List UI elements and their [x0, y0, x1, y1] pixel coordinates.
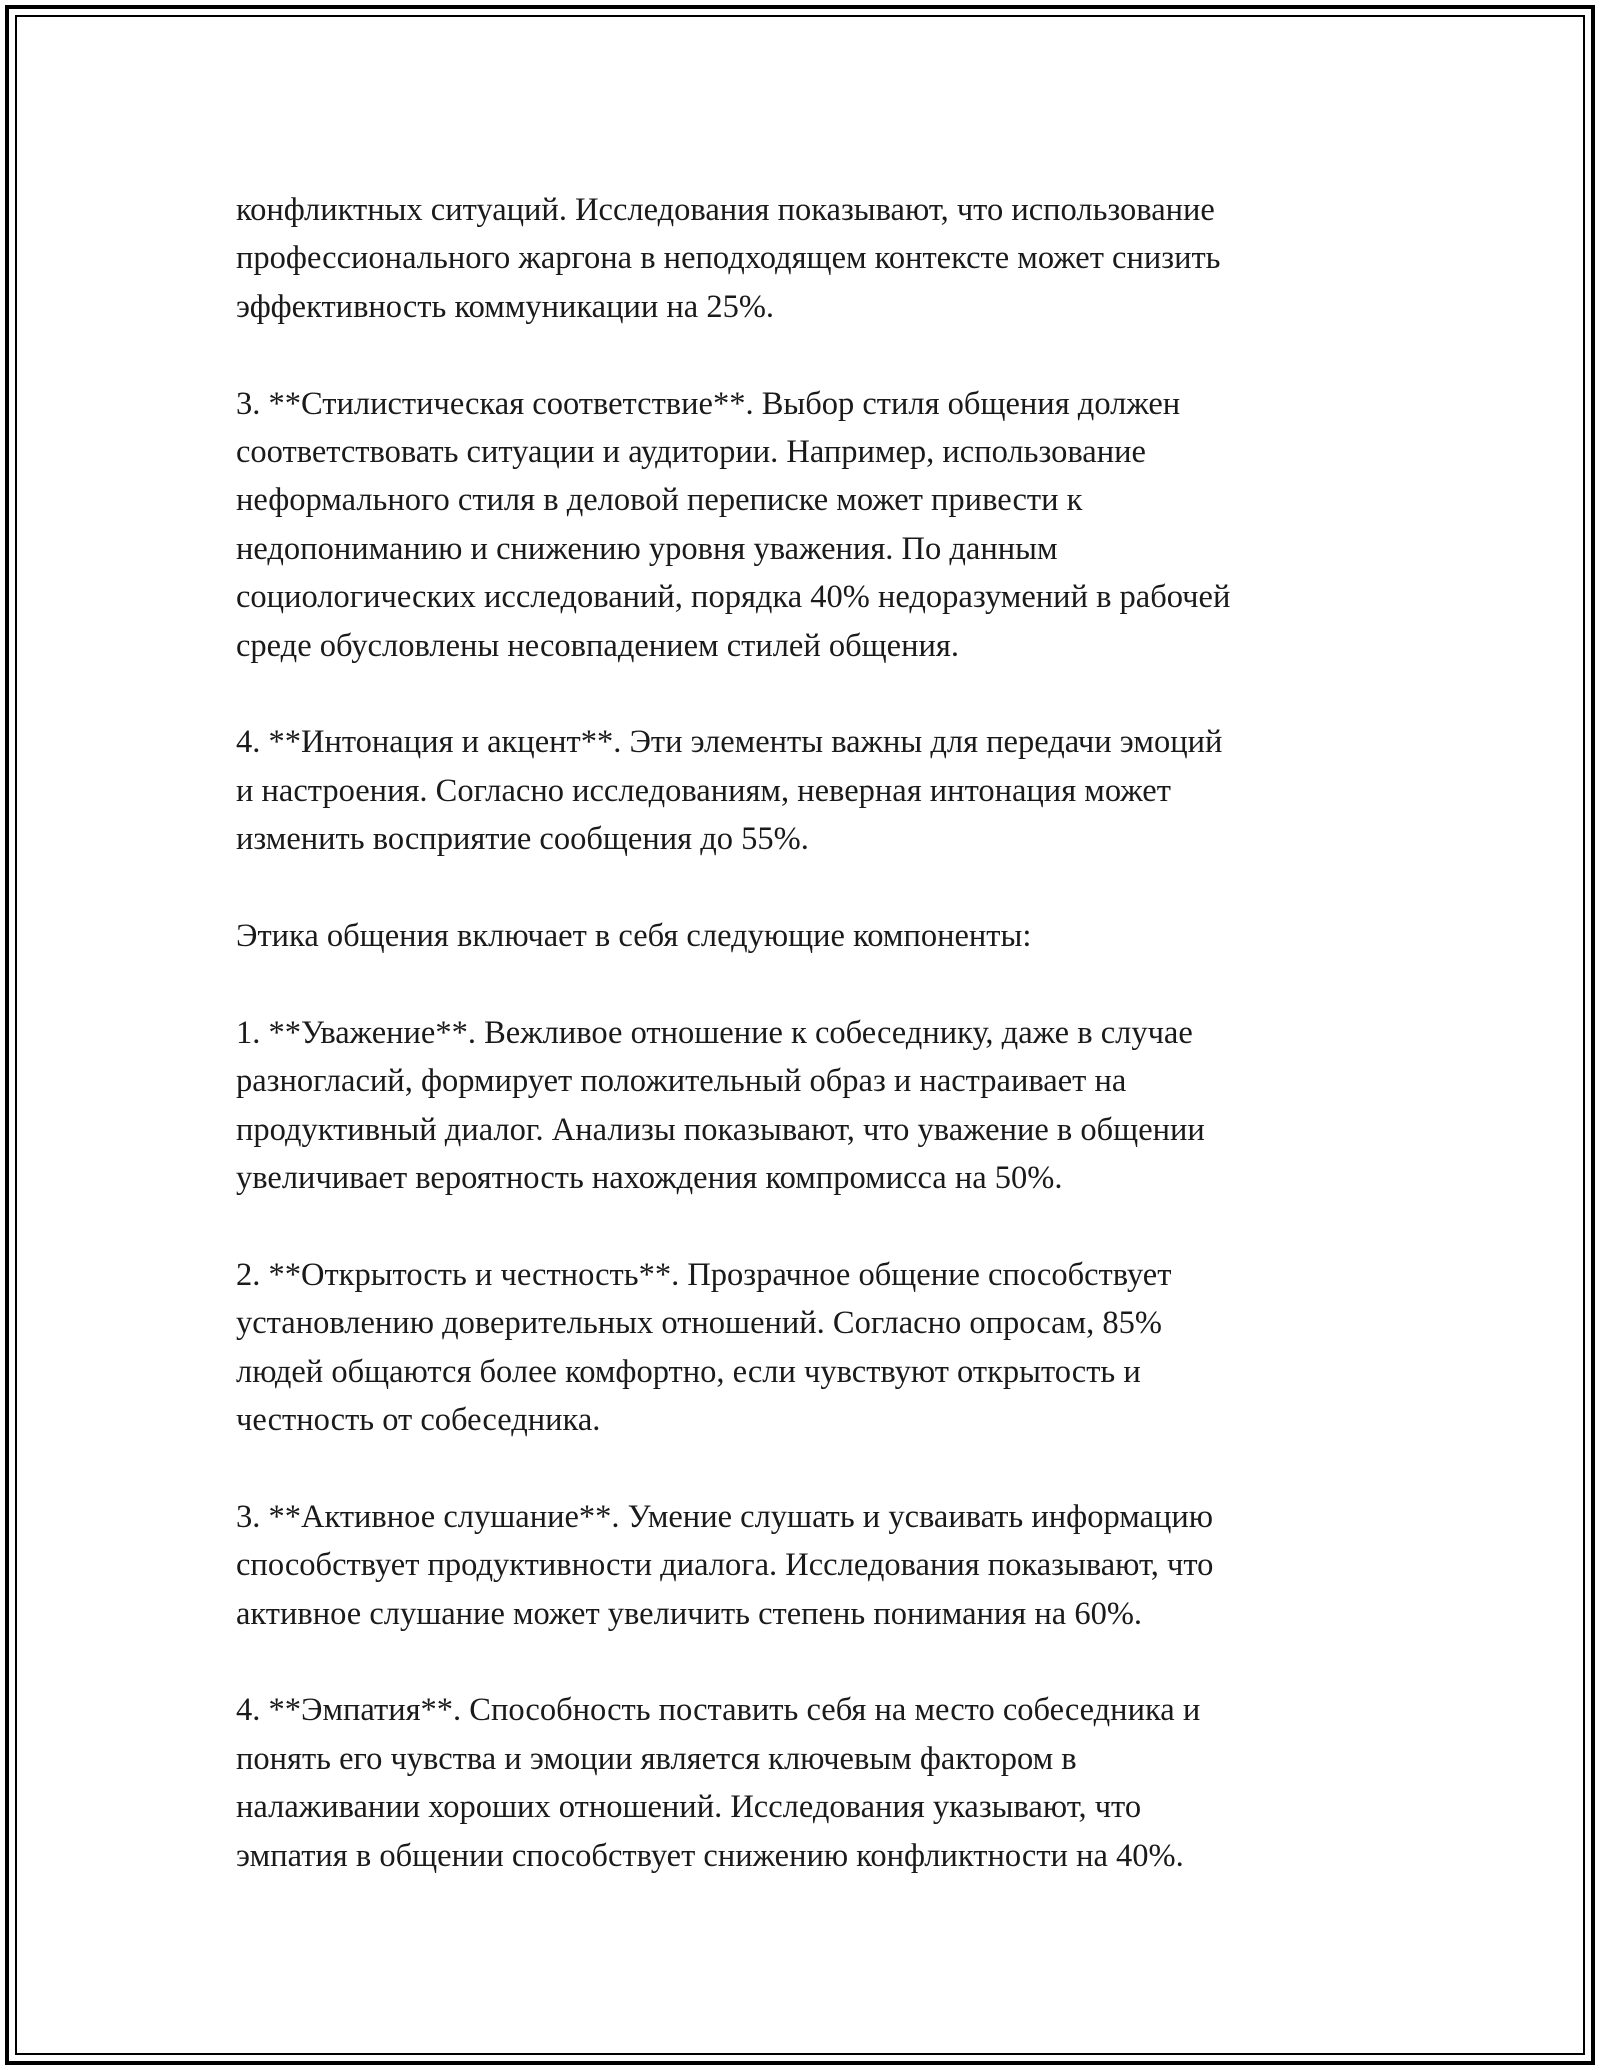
text-line: 4. **Интонация и акцент**. Эти элементы важны для передачи эмоций [236, 724, 1223, 761]
text-line: социологических исследований, порядка 40% недоразумений в рабочей [236, 579, 1231, 616]
text-line: эффективность коммуникации на 25%. [236, 288, 775, 325]
text-line: активное слушание может увеличить степень понимания на 60%. [236, 1595, 1143, 1632]
text-line: 1. **Уважение**. Вежливое отношение к собеседнику, даже в случае [236, 1014, 1193, 1051]
text-line: профессионального жаргона в неподходящем контексте может снизить [236, 240, 1221, 277]
document-paragraph [236, 1493, 1386, 1638]
text-line: честность от собеседника. [236, 1402, 601, 1439]
document-paragraph [236, 1251, 1386, 1445]
text-line: способствует продуктивности диалога. Исследования показывают, что [236, 1547, 1214, 1584]
text-line: изменить восприятие сообщения до 55%. [236, 821, 809, 858]
document-paragraph [236, 1009, 1386, 1203]
document-paragraph [236, 380, 1386, 670]
text-line: установлению доверительных отношений. Согласно опросам, 85% [236, 1305, 1162, 1342]
text-line: 4. **Эмпатия**. Способность поставить себя на место собеседника и [236, 1692, 1201, 1729]
text-line: налаживании хороших отношений. Исследования указывают, что [236, 1789, 1142, 1826]
text-line: соответствовать ситуации и аудитории. Например, использование [236, 434, 1146, 471]
text-line: разногласий, формирует положительный образ и настраивает на [236, 1063, 1127, 1100]
text-line: увеличивает вероятность нахождения компромисса на 50%. [236, 1160, 1063, 1197]
text-line: 2. **Открытость и честность**. Прозрачное общение способствует [236, 1256, 1172, 1293]
document-paragraph [236, 912, 1386, 960]
text-line: и настроения. Согласно исследованиям, неверная интонация может [236, 772, 1171, 809]
text-line: 3. **Активное слушание**. Умение слушать и усваивать информацию [236, 1498, 1214, 1535]
text-line: Этика общения включает в себя следующие компоненты: [236, 918, 1032, 955]
text-line: неформального стиля в деловой переписке может привести к [236, 482, 1083, 519]
document-paragraph [236, 1686, 1386, 1880]
text-line: понять его чувства и эмоции является ключевым фактором в [236, 1740, 1077, 1777]
document-paragraph [236, 186, 1386, 331]
text-line: недопониманию и снижению уровня уважения. По данным [236, 530, 1058, 567]
text-line: эмпатия в общении способствует снижению конфликтности на 40%. [236, 1837, 1184, 1874]
document-body [236, 186, 1386, 1880]
text-line: 3. **Стилистическая соответствие**. Выбор стиля общения должен [236, 385, 1181, 422]
text-line: среде обусловлены несовпадением стилей общения. [236, 627, 959, 664]
text-line: продуктивный диалог. Анализы показывают, что уважение в общении [236, 1111, 1205, 1148]
text-line: людей общаются более комфортно, если чувствуют открытость и [236, 1353, 1141, 1390]
document-paragraph [236, 718, 1386, 863]
text-line: конфликтных ситуаций. Исследования показывают, что использование [236, 192, 1215, 228]
